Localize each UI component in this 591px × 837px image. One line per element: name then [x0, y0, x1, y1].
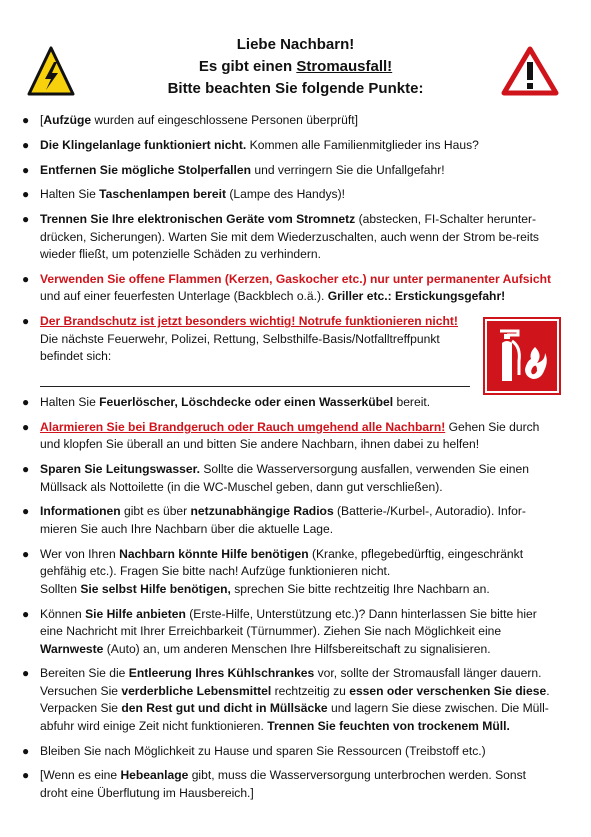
bullet-icon: ● — [22, 137, 30, 152]
list-item: ● Wer von Ihren Nachbarn könnte Hilfe benötigen (Kranke, pflegebedürftig, eingeschränkt gehfähig etc.). Fragen Sie bitte nach! Aufzüge funktionieren nicht. Sollten Sie selbst Hilfe benötigen, sprechen Sie bitte rechtzeitig Ihre Nachbarn an. — [22, 546, 524, 596]
bullet-icon: ● — [22, 113, 30, 127]
bullet-icon: ● — [22, 162, 30, 177]
list-item: ● Halten Sie Feuerlöscher, Löschdecke oder einen Wasserkübel bereit. — [0, 394, 591, 412]
bullet-icon: ● — [22, 271, 30, 286]
list-item: ● Entfernen Sie mögliche Stolperfallen und verringern Sie die Unfallgefahr! — [0, 162, 591, 180]
list-item: ● Alarmieren Sie bei Brandgeruch oder Rauch umgehend alle Nachbarn! Gehen Sie durch und klopfen Sie überall an und bitten Sie andere Nachbarn, ihnen dabei zu helfen! — [22, 419, 540, 452]
list-item: ● Bleiben Sie nach Möglichkeit zu Hause und sparen Sie Ressourcen (Treibstoff etc.) — [0, 743, 591, 761]
header-line-2: Es gibt einen Stromausfall! — [198, 58, 393, 75]
list-item: ● [Aufzüge wurden auf eingeschlossene Personen überprüft] — [0, 112, 591, 130]
bullet-icon: ● — [22, 743, 30, 758]
bullet-icon: ● — [22, 419, 30, 434]
bullet-icon: ● — [22, 314, 30, 329]
bullet-icon: ● — [22, 546, 30, 561]
list-item: ● [Wenn es eine Hebeanlage gibt, muss die Wasserversorgung unterbrochen werden. Sonst droht eine Überflutung im Hausbereich.] — [22, 768, 527, 800]
list-item: ● Können Sie Hilfe anbieten (Erste-Hilfe, Unterstützung etc.)? Dann hinterlassen Sie bitte hier eine Nachricht mit Ihrer Erreichbarkeit (Türnummer). Ziehen Sie nach Möglichkeit eine Warnweste (Auto) an, um anderen Menschen Ihre Hilfsbereitschaft zu signalisieren. — [22, 606, 537, 656]
bullet-icon: ● — [22, 606, 30, 621]
header-line-3: Bitte beachten Sie folgende Punkte: — [167, 80, 424, 97]
bullet-icon: ● — [22, 212, 30, 227]
list-item: ● Sparen Sie Leitungswasser. Sollte die Wasserversorgung ausfallen, verwenden Sie einen Müllsack als Nottoilette (in die WC-Muschel geben, dann gut verschließen). — [22, 462, 529, 494]
list-item: ● Verwenden Sie offene Flammen (Kerzen, Gaskocher etc.) nur unter permanenter Aufsicht und auf einer feuerfesten Unterlage (Backblech o.ä.). Griller etc.: Erstickungsgefahr! — [22, 271, 551, 304]
bullet-icon: ● — [22, 187, 30, 202]
notice-header — [0, 34, 591, 100]
bullet-icon: ● — [22, 666, 30, 681]
list-item: ● Trennen Sie Ihre elektronischen Geräte vom Stromnetz (abstecken, FI-Schalter herunter-drücken, Sicherungen). Warten Sie mit dem Wiederzuschalten, auch wenn der Strom be-reits wieder fließt, um potenzielle Schäden zu verhindern. — [22, 212, 539, 262]
bullet-icon: ● — [22, 462, 30, 477]
instruction-list — [0, 112, 591, 810]
location-write-in-line — [40, 366, 470, 387]
bullet-icon: ● — [22, 504, 30, 519]
header-line-1: Liebe Nachbarn! — [236, 36, 355, 53]
list-item: ● Der Brandschutz ist jetzt besonders wichtig! Notrufe funktionieren nicht! Die nächste Feuerwehr, Polizei, Rettung, Selbsthilfe-Basis/Notfalltreffpunkt befindet sich: — [0, 313, 591, 387]
list-item: ● Die Klingelanlage funktioniert nicht. Kommen alle Familienmitglieder ins Haus? — [0, 137, 591, 155]
bullet-icon: ● — [22, 395, 30, 410]
list-item: ● Halten Sie Taschenlampen bereit (Lampe des Handys)! — [0, 186, 591, 204]
list-item: ● Informationen gibt es über netzunabhängige Radios (Batterie-/Kurbel-, Autoradio). Infor-mieren Sie auch Ihre Nachbarn über die aktuelle Lage. — [22, 504, 526, 536]
list-item: ● Bereiten Sie die Entleerung Ihres Kühlschrankes vor, sollte der Stromausfall länger dauern. Versuchen Sie verderbliche Lebensmittel rechtzeitig zu essen oder verschenken Sie diese. Verpacken Sie den Rest gut und dicht in Müllsäcke und lagern Sie diese zwischen. Die Müll-abfuhr wird einige Zeit nicht funktionieren. Trennen Sie feuchten von trockenem Müll. — [22, 666, 550, 733]
bullet-icon: ● — [22, 768, 30, 783]
